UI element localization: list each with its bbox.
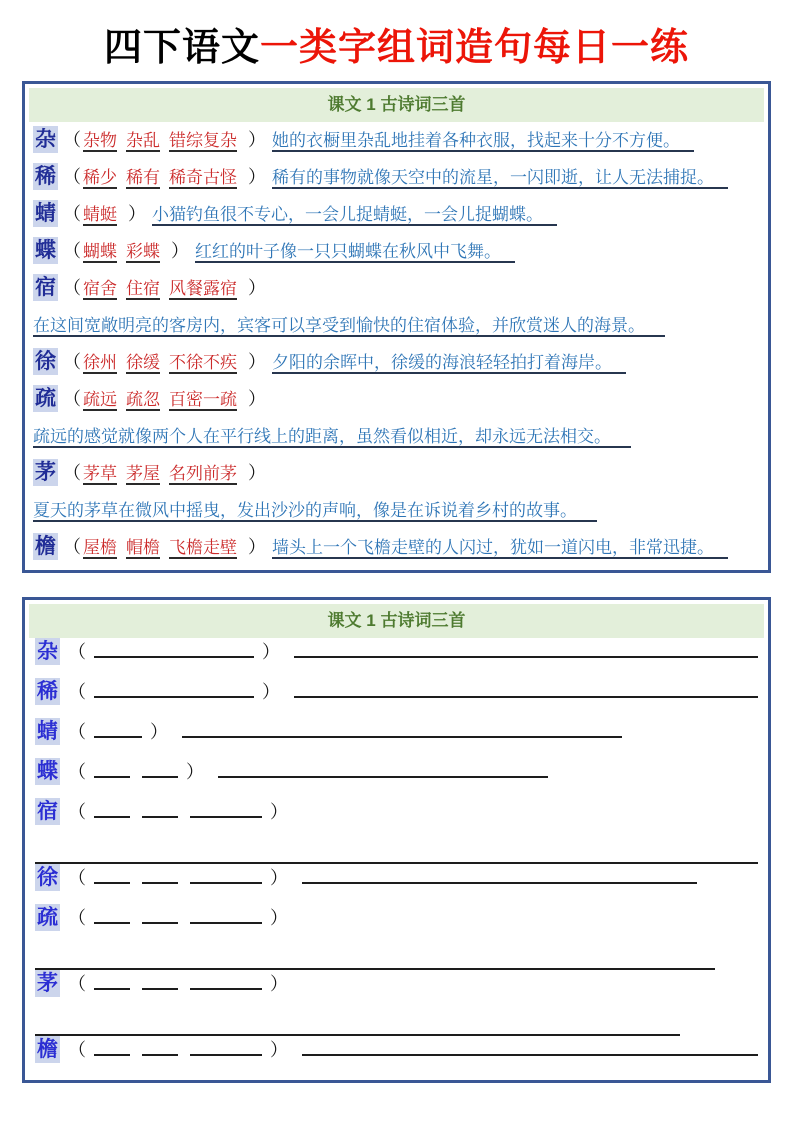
char-cell: 杂 (35, 128, 56, 151)
word-item: 飞檐走壁 (169, 538, 237, 557)
sentence-blank-line (294, 696, 758, 698)
paren-open: （ (68, 682, 86, 702)
paren-close: ） (270, 802, 288, 822)
word-blank (190, 988, 262, 990)
paren-close: ） (262, 642, 280, 662)
word-item: 名列前茅 (169, 464, 237, 483)
paren-open: （ (63, 167, 81, 187)
sentence-text: 小猫钓鱼很不专心，一会儿捉蜻蜓，一会儿捉蝴蝶。 (152, 205, 557, 226)
word-item: 稀少 (83, 168, 117, 187)
word-item: 宿舍 (83, 279, 117, 298)
paren-open: （ (68, 642, 86, 662)
sentence-blank-line (302, 882, 697, 884)
sentence-blank-line (35, 1034, 680, 1036)
word-item: 杂乱 (126, 131, 160, 150)
paren-close: ） (270, 868, 288, 888)
char-cell: 蝶 (37, 760, 58, 783)
practice-sentence-line-row (29, 838, 764, 864)
lesson-header: 课文 1 古诗词三首 (29, 88, 764, 122)
char-cell: 茅 (35, 461, 56, 484)
paren-close: ） (262, 682, 280, 702)
word-blank (142, 816, 178, 818)
paren-close: ） (248, 463, 266, 483)
sentence-text: 夏天的茅草在微风中摇曳，发出沙沙的声响，像是在诉说着乡村的故事。 (33, 501, 597, 522)
word-blank (142, 988, 178, 990)
word-blank (94, 816, 130, 818)
sentence-text: 她的衣橱里杂乱地挂着各种衣服，找起来十分不方便。 (272, 131, 694, 152)
paren-open: （ (68, 722, 86, 742)
word-item: 稀奇古怪 (169, 168, 237, 187)
paren-close: ） (150, 722, 168, 742)
word-blank (190, 882, 262, 884)
sentence-text: 墙头上一个飞檐走壁的人闪过，犹如一道闪电，非常迅捷。 (272, 538, 728, 559)
char-cell: 蜻 (37, 720, 58, 743)
paren-open: （ (63, 241, 81, 261)
word-blank (94, 988, 130, 990)
char-cell: 徐 (35, 350, 56, 373)
word-item: 错综复杂 (169, 131, 237, 150)
char-cell: 宿 (35, 276, 56, 299)
practice-row (29, 864, 764, 904)
sentence-text: 在这间宽敞明亮的客房内，宾客可以享受到愉快的住宿体验，并欣赏迷人的海景。 (33, 316, 665, 337)
word-blank (190, 816, 262, 818)
word-item: 杂物 (83, 131, 117, 150)
word-item: 茅屋 (126, 464, 160, 483)
word-item: 疏忽 (126, 390, 160, 409)
word-item: 疏远 (83, 390, 117, 409)
char-cell: 稀 (35, 165, 56, 188)
word-blank (94, 776, 130, 778)
practice-row (29, 718, 764, 758)
word-item: 稀有 (126, 168, 160, 187)
char-cell: 蝶 (35, 239, 56, 262)
paren-open: （ (63, 463, 81, 483)
paren-close: ） (128, 204, 146, 224)
paren-open: （ (68, 1040, 86, 1060)
char-cell: 茅 (37, 972, 58, 995)
paren-open: （ (63, 352, 81, 372)
paren-close: ） (248, 389, 266, 409)
answer-sentence-row (29, 307, 764, 344)
practice-row (29, 798, 764, 838)
paren-close: ） (248, 167, 266, 187)
char-cell: 疏 (35, 387, 56, 410)
paren-close: ） (248, 537, 266, 557)
sentence-blank-line (218, 776, 548, 778)
paren-open: （ (68, 868, 86, 888)
paren-open: （ (63, 389, 81, 409)
answer-row (29, 270, 764, 307)
word-blank (94, 656, 254, 658)
char-cell: 稀 (37, 680, 58, 703)
practice-row (29, 638, 764, 678)
char-cell: 徐 (37, 866, 58, 889)
word-blank (190, 1054, 262, 1056)
char-cell: 宿 (37, 800, 58, 823)
word-item: 徐缓 (126, 353, 160, 372)
paren-close: ） (171, 241, 189, 261)
answer-row (29, 196, 764, 233)
answer-row (29, 455, 764, 492)
practice-row (29, 1036, 764, 1076)
word-item: 不徐不疾 (169, 353, 237, 372)
practice-sentence-line-row (29, 944, 764, 970)
answers-card (22, 81, 771, 573)
paren-open: （ (68, 974, 86, 994)
paren-open: （ (68, 762, 86, 782)
word-blank (94, 1054, 130, 1056)
paren-open: （ (63, 130, 81, 150)
answer-sentence-row (29, 418, 764, 455)
paren-open: （ (63, 278, 81, 298)
practice-card (22, 597, 771, 1083)
answer-row (29, 529, 764, 566)
practice-row (29, 678, 764, 718)
paren-open: （ (63, 204, 81, 224)
word-blank (190, 922, 262, 924)
word-item: 茅草 (83, 464, 117, 483)
word-item: 风餐露宿 (169, 279, 237, 298)
word-item: 屋檐 (83, 538, 117, 557)
word-blank (94, 882, 130, 884)
word-item: 蜻蜓 (83, 205, 117, 224)
word-blank (142, 882, 178, 884)
word-blank (94, 696, 254, 698)
paren-close: ） (248, 130, 266, 150)
answer-sentence-row (29, 492, 764, 529)
answer-row (29, 159, 764, 196)
paren-close: ） (248, 352, 266, 372)
char-cell: 疏 (37, 906, 58, 929)
practice-row (29, 904, 764, 944)
practice-sentence-line-row (29, 1010, 764, 1036)
practice-row (29, 758, 764, 798)
answer-row (29, 122, 764, 159)
word-item: 蝴蝶 (83, 242, 117, 261)
practice-row (29, 970, 764, 1010)
word-item: 住宿 (126, 279, 160, 298)
char-cell: 杂 (37, 640, 58, 663)
word-item: 徐州 (83, 353, 117, 372)
char-cell: 蜻 (35, 202, 56, 225)
word-blank (142, 1054, 178, 1056)
sentence-text: 疏远的感觉就像两个人在平行线上的距离，虽然看似相近，却永远无法相交。 (33, 427, 631, 448)
sentence-blank-line (182, 736, 622, 738)
word-blank (142, 776, 178, 778)
sentence-blank-line (302, 1054, 758, 1056)
paren-open: （ (63, 537, 81, 557)
char-cell: 檐 (35, 535, 56, 558)
sentence-blank-line (35, 862, 758, 864)
answer-row (29, 233, 764, 270)
word-blank (142, 922, 178, 924)
sentence-text: 稀有的事物就像天空中的流星，一闪即逝，让人无法捕捉。 (272, 168, 728, 189)
paren-close: ） (270, 908, 288, 928)
sentence-blank-line (35, 968, 715, 970)
char-cell: 檐 (37, 1038, 58, 1061)
title-grade: 四下语文 (103, 27, 260, 69)
paren-close: ） (248, 278, 266, 298)
title-topic: 一类字组词造句每日一练 (260, 27, 690, 69)
word-item: 帽檐 (126, 538, 160, 557)
answer-row (29, 381, 764, 418)
sentence-text: 红红的叶子像一只只蝴蝶在秋风中飞舞。 (195, 242, 515, 263)
word-blank (94, 736, 142, 738)
paren-open: （ (68, 802, 86, 822)
sentence-text: 夕阳的余晖中，徐缓的海浪轻轻拍打着海岸。 (272, 353, 626, 374)
word-item: 彩蝶 (126, 242, 160, 261)
paren-close: ） (186, 762, 204, 782)
paren-close: ） (270, 1040, 288, 1060)
page-title (0, 0, 793, 78)
paren-open: （ (68, 908, 86, 928)
paren-close: ） (270, 974, 288, 994)
answer-row (29, 344, 764, 381)
word-item: 百密一疏 (169, 390, 237, 409)
word-blank (94, 922, 130, 924)
sentence-blank-line (294, 656, 758, 658)
lesson-header: 课文 1 古诗词三首 (29, 604, 764, 638)
